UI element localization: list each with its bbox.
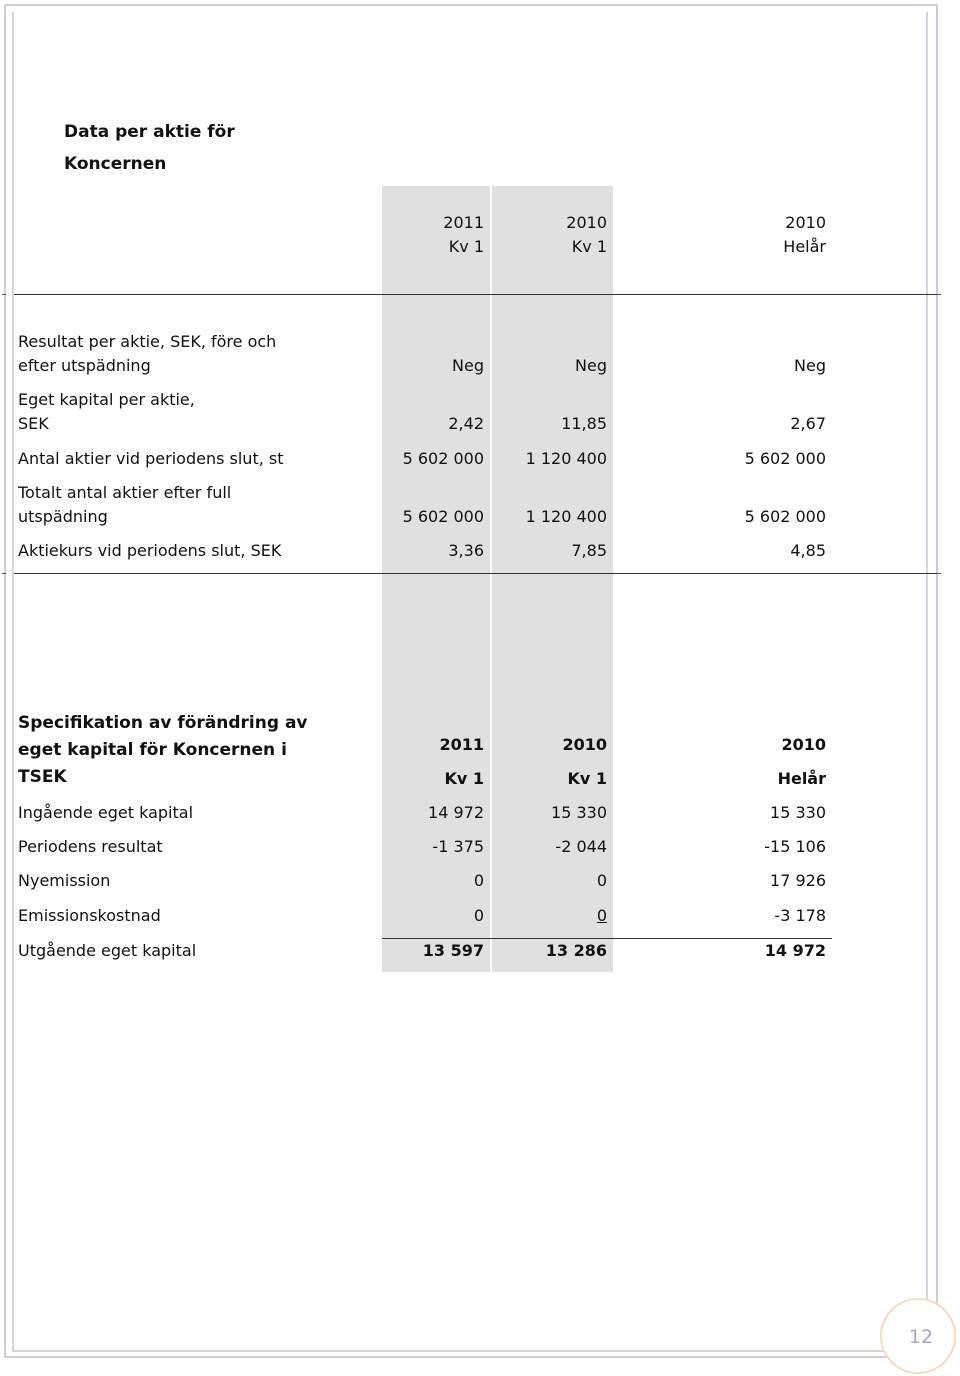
- heading-line-2: Koncernen: [64, 154, 167, 174]
- cell-value: 17 926: [770, 871, 826, 890]
- cell-value: 15 330: [551, 803, 607, 822]
- total-label: Utgående eget kapital: [18, 941, 197, 960]
- cell-value: [496, 906, 607, 925]
- cell-value: 1 120 400: [525, 507, 607, 526]
- cell-value: 7,85: [571, 541, 607, 560]
- cell-value: 3,36: [448, 541, 484, 560]
- total-value: 14 972: [764, 941, 826, 960]
- col-header-year: 2010: [785, 213, 826, 232]
- cell-value: -15 106: [764, 837, 826, 856]
- total-value: 13 286: [545, 941, 607, 960]
- rule-tick: [937, 573, 941, 574]
- cell-value: 11,85: [561, 414, 607, 433]
- col-header-period: Kv 1: [571, 237, 607, 256]
- cell-value: Neg: [575, 356, 607, 375]
- col-header-year: 2011: [439, 735, 484, 754]
- cell-value: -1 375: [432, 837, 484, 856]
- row-label: Emissionskostnad: [18, 906, 161, 925]
- heading-line-1: Data per aktie för: [64, 122, 235, 142]
- col-header-year: 2011: [443, 213, 484, 232]
- col-header-period: Kv 1: [444, 769, 484, 788]
- row-label: Aktiekurs vid periodens slut, SEK: [18, 541, 282, 560]
- cell-value: 5 602 000: [744, 449, 826, 468]
- cell-value: 0: [596, 871, 607, 890]
- cell-value: Neg: [794, 356, 826, 375]
- table-top-rule: [14, 294, 940, 295]
- row-label: utspädning: [18, 507, 108, 526]
- row-label: Ingående eget kapital: [18, 803, 194, 822]
- page-number: 12: [880, 1298, 956, 1374]
- col-header-year: 2010: [781, 735, 826, 754]
- cell-value: 0: [473, 871, 484, 890]
- cell-value: 14 972: [428, 803, 484, 822]
- cell-value: -2 044: [555, 837, 607, 856]
- row-label: efter utspädning: [18, 356, 151, 375]
- total-value: 13 597: [422, 941, 484, 960]
- row-label: Periodens resultat: [18, 837, 163, 856]
- col-header-period: Kv 1: [448, 237, 484, 256]
- cell-value-underlined: 0: [596, 906, 607, 925]
- row-label: Eget kapital per aktie,: [18, 390, 195, 409]
- section-title: TSEK: [18, 767, 67, 787]
- cell-value: Neg: [452, 356, 484, 375]
- col-header-year: 2010: [562, 735, 607, 754]
- cell-value: 5 602 000: [402, 507, 484, 526]
- col-header-period: Helår: [783, 237, 826, 256]
- col-header-period: Helår: [777, 769, 826, 788]
- total-rule: [382, 938, 832, 939]
- row-label: Antal aktier vid periodens slut, st: [18, 449, 284, 468]
- row-label: SEK: [18, 414, 49, 433]
- section-title: Specifikation av förändring av: [18, 713, 308, 733]
- col-header-year: 2010: [566, 213, 607, 232]
- table-bottom-rule: [14, 573, 940, 574]
- cell-value: 1 120 400: [525, 449, 607, 468]
- rule-tick: [2, 294, 6, 295]
- row-label: Resultat per aktie, SEK, före och: [18, 332, 277, 351]
- cell-value: 5 602 000: [744, 507, 826, 526]
- col-header-period: Kv 1: [567, 769, 607, 788]
- row-label: Nyemission: [18, 871, 111, 890]
- cell-value: 2,42: [448, 414, 484, 433]
- row-label: Totalt antal aktier efter full: [18, 483, 232, 502]
- cell-value: 0: [473, 906, 484, 925]
- cell-value: 5 602 000: [402, 449, 484, 468]
- cell-value: 4,85: [790, 541, 826, 560]
- rule-tick: [937, 294, 941, 295]
- cell-value: -3 178: [774, 906, 826, 925]
- cell-value: 15 330: [770, 803, 826, 822]
- rule-tick: [2, 573, 6, 574]
- section-title: eget kapital för Koncernen i: [18, 740, 287, 760]
- cell-value: 2,67: [790, 414, 826, 433]
